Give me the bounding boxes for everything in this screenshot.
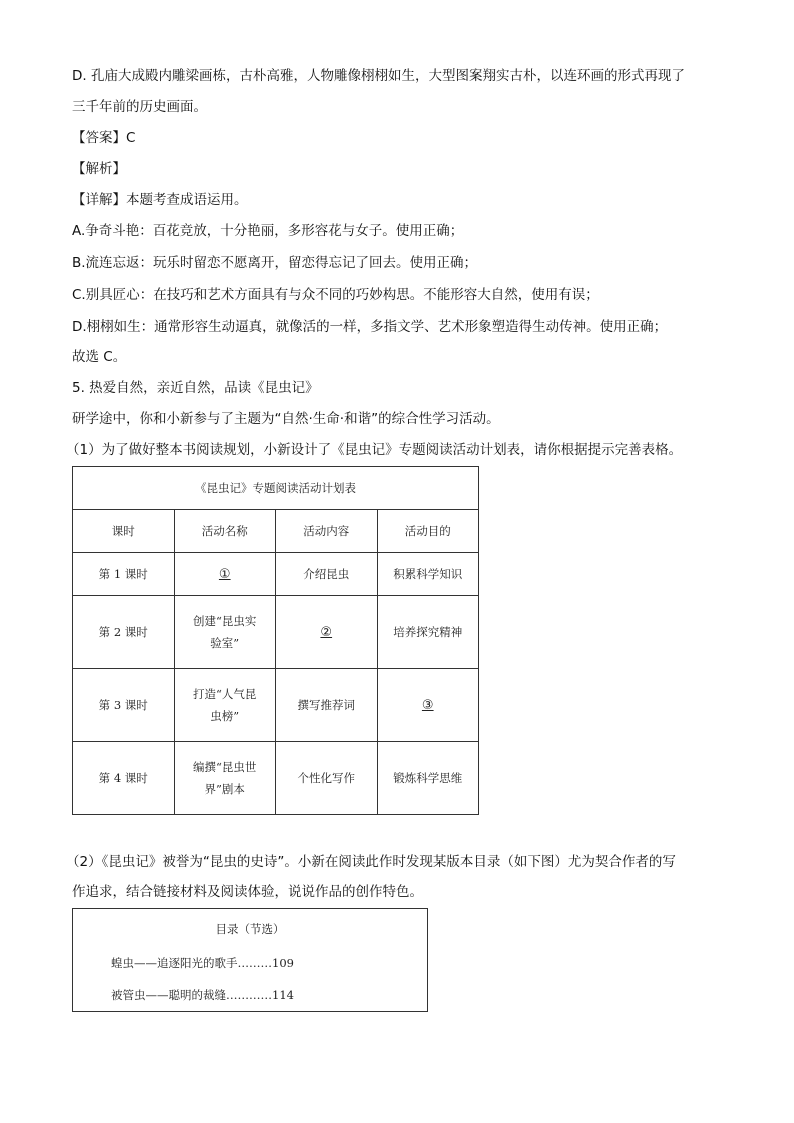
- blank-marker-1: ①: [218, 566, 231, 582]
- table-row: [73, 596, 479, 669]
- table-cell-name: [174, 669, 276, 742]
- table-of-contents-box: [72, 908, 428, 1012]
- table-cell-purpose: 积累科学知识: [377, 553, 479, 596]
- analysis-label: 【解析】: [72, 161, 126, 177]
- blank-3: [377, 669, 479, 742]
- table-cell-content: 介绍昆虫: [276, 553, 378, 596]
- detail-label: 【详解】本题考查成语运用。: [72, 192, 248, 208]
- blank-2: [276, 596, 378, 669]
- table-cell-lesson: 第 4 课时: [73, 742, 175, 815]
- toc-entry: 蝗虫——追逐阳光的歌手………109: [111, 956, 294, 970]
- table-cell-content: 个性化写作: [276, 742, 378, 815]
- table-cell-name: [174, 596, 276, 669]
- name-part: 虫榜”: [210, 709, 240, 723]
- toc-title: 目录（节选）: [215, 922, 285, 936]
- toc-entry: 被管虫——聪明的裁缝…………114: [111, 988, 294, 1002]
- option-d-line-2: 三千年前的历史画面。: [72, 99, 207, 115]
- blank-marker-3: ③: [421, 697, 434, 713]
- table-header: 活动目的: [377, 510, 479, 553]
- explanation-b: B.流连忘返：玩乐时留恋不愿离开，留恋得忘记了回去。使用正确；: [72, 255, 478, 271]
- table-cell-lesson: 第 3 课时: [73, 669, 175, 742]
- table-row: [73, 553, 479, 596]
- name-part: 创建“昆虫实: [193, 614, 257, 628]
- explanation-c: C.别具匠心：在技巧和艺术方面具有与众不同的巧妙构思。不能形容大自然，使用有误；: [72, 287, 599, 303]
- activity-plan-table: [72, 466, 479, 815]
- table-cell-name: [174, 742, 276, 815]
- blank-marker-2: ②: [320, 624, 333, 640]
- table-cell-purpose: 锻炼科学思维: [377, 742, 479, 815]
- question-5-1: （1）为了做好整本书阅读规划，小新设计了《昆虫记》专题阅读活动计划表，请你根据提示完善表格。: [66, 442, 683, 458]
- explanation-a: A.争奇斗艳：百花竞放，十分艳丽，多形容花与女子。使用正确；: [72, 223, 464, 239]
- question-5-intro: 研学途中，你和小新参与了主题为“自然·生命·和谐”的综合性学习活动。: [72, 411, 500, 427]
- name-part: 界”剧本: [204, 782, 245, 796]
- table-caption: 《昆虫记》专题阅读活动计划表: [73, 467, 479, 510]
- name-part: 验室”: [210, 636, 240, 650]
- question-5-2-line-1: （2）《昆虫记》被誉为“昆虫的史诗”。小新在阅读此作时发现某版本目录（如下图）尤为契合作者的写: [66, 854, 676, 870]
- table-cell-content: 撰写推荐词: [276, 669, 378, 742]
- choose-line: 故选 C。: [72, 349, 127, 365]
- table-header: 活动内容: [276, 510, 378, 553]
- table-row: [73, 742, 479, 815]
- answer-label: 【答案】C: [72, 130, 136, 146]
- table-cell-purpose: 培养探究精神: [377, 596, 479, 669]
- question-5-2-line-2: 作追求，结合链接材料及阅读体验，说说作品的创作特色。: [72, 884, 423, 900]
- table-header: 活动名称: [174, 510, 276, 553]
- table-cell-lesson: 第 1 课时: [73, 553, 175, 596]
- name-part: 打造“人气昆: [193, 687, 257, 701]
- question-5-title: 5. 热爱自然，亲近自然，品读《昆虫记》: [72, 380, 319, 396]
- table-cell-lesson: 第 2 课时: [73, 596, 175, 669]
- blank-1: [174, 553, 276, 596]
- table-row: [73, 669, 479, 742]
- explanation-d: D.栩栩如生：通常形容生动逼真，就像活的一样，多指文学、艺术形象塑造得生动传神。使用正确；: [72, 319, 668, 335]
- name-part: 编撰“昆虫世: [193, 760, 257, 774]
- option-d-line-1: D. 孔庙大成殿内雕梁画栋，古朴高雅，人物雕像栩栩如生，大型图案翔实古朴，以连环画的形式再现了: [72, 68, 685, 84]
- table-header: 课时: [73, 510, 175, 553]
